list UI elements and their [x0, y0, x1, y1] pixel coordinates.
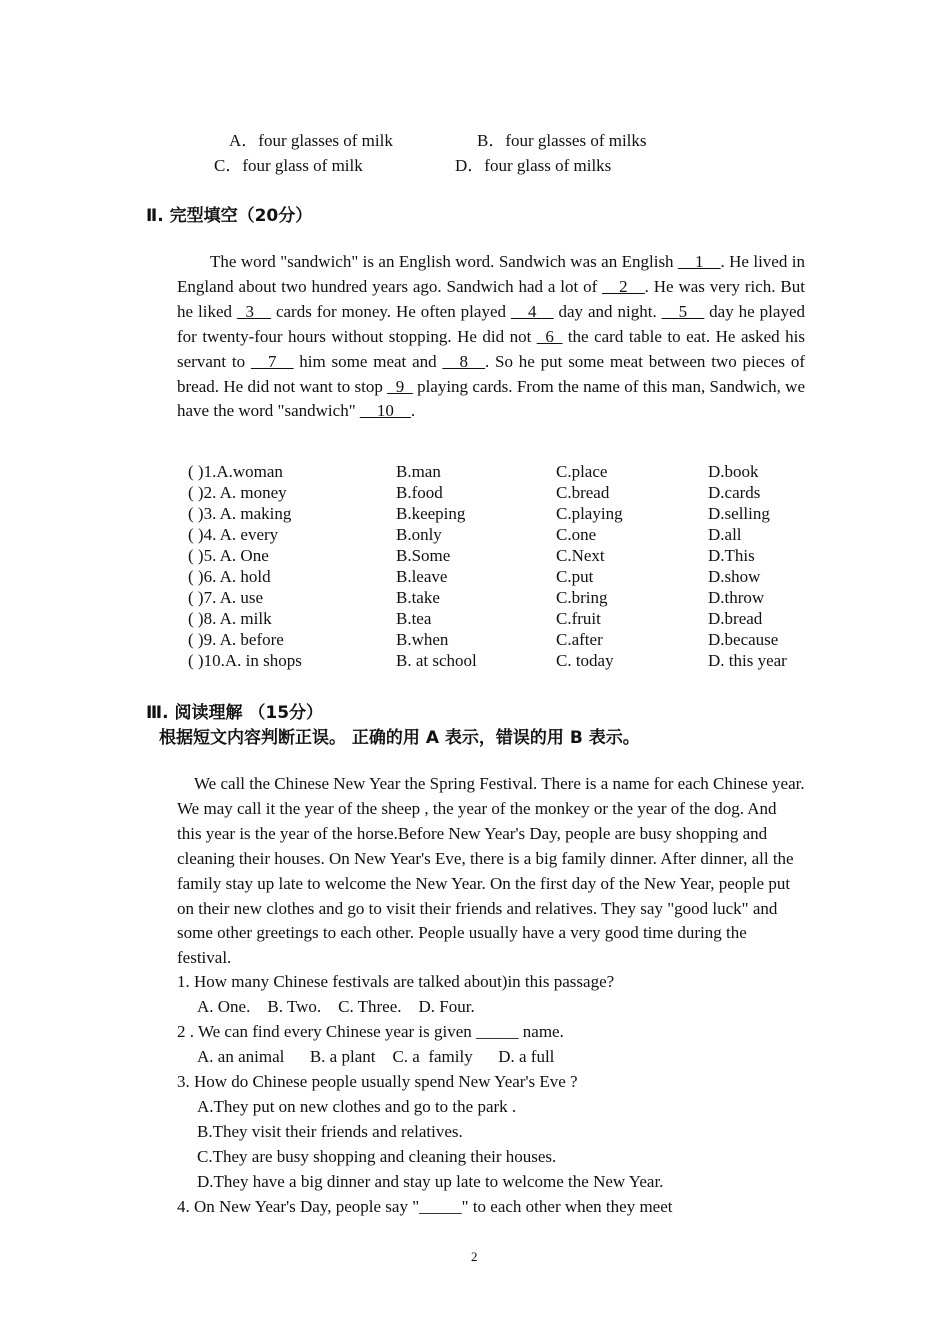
blank-9: _9_ — [387, 376, 413, 396]
choice-option-b: B.tea — [396, 609, 432, 628]
section-2-title: Ⅱ. 完型填空（20分） — [146, 206, 313, 226]
choice-option-d: D.This — [708, 546, 755, 565]
choice-option-d: D.bread — [708, 609, 763, 628]
passage-text: . He lived in England about two hundred years ago. Sandwich had a lot of — [177, 252, 805, 296]
choice-option-a: ( )4. A. every — [188, 525, 279, 544]
option-d — [455, 151, 611, 176]
passage-text: playing cards. From the name of this man, Sandwich, we have the word "sandwich" — [177, 376, 805, 421]
blank-5: __5__ — [661, 301, 705, 321]
choice-option-a: ( )6. A. hold — [188, 567, 271, 586]
choice-option-c: C.place — [556, 462, 608, 481]
choice-option-b: B.keeping — [396, 504, 466, 523]
choice-option-d: D.book — [708, 462, 759, 481]
choice-option-a: ( )7. A. use — [188, 588, 264, 607]
option-text: four glass of milks — [484, 156, 612, 175]
choice-option-d: D.throw — [708, 588, 765, 607]
option-text: four glasses of milk — [258, 131, 393, 150]
question-3-option-d: D.They have a big dinner and stay up late to welcome the New Year. — [197, 1172, 664, 1191]
question-3-option-a: A.They put on new clothes and go to the park . — [197, 1097, 517, 1116]
choice-option-c: C. today — [556, 651, 614, 670]
question-3-option-b: B.They visit their friends and relatives. — [197, 1122, 463, 1141]
choice-option-b: B.food — [396, 483, 443, 502]
choice-option-d: D.show — [708, 567, 761, 586]
choice-option-a: ( )5. A. One — [188, 546, 269, 565]
choice-option-c: C.bread — [556, 483, 610, 502]
cloze-passage — [177, 250, 805, 424]
blank-4: __4__ — [510, 301, 554, 321]
choice-option-d: D.all — [708, 525, 742, 544]
choice-option-a: ( )3. A. making — [188, 504, 292, 523]
passage-text: . He was very rich. But he liked — [177, 276, 805, 321]
option-c — [214, 151, 363, 176]
choice-option-b: B.leave — [396, 567, 448, 586]
blank-6: _6_ — [536, 326, 563, 346]
choice-option-a: ( )10.A. in shops — [188, 651, 302, 670]
blank-10: __10__ — [359, 401, 411, 421]
passage-text: day and night. — [553, 301, 662, 321]
option-letter: B． — [477, 131, 506, 150]
option-letter: A． — [229, 131, 259, 150]
choice-option-b: B.only — [396, 525, 442, 544]
choice-option-b: B.man — [396, 462, 441, 481]
choice-option-c: C.after — [556, 630, 603, 649]
blank-8: __8__ — [442, 351, 485, 371]
choice-option-a: ( )8. A. milk — [188, 609, 272, 628]
blank-2: __2__ — [602, 276, 645, 296]
choice-option-c: C.fruit — [556, 609, 601, 628]
choice-option-c: C.playing — [556, 504, 623, 523]
passage-text: The word "sandwich" is an English word. Sandwich was an English — [210, 252, 678, 271]
blank-3: _3__ — [236, 301, 271, 321]
choice-option-b: B.when — [396, 630, 449, 649]
section-3-instruction: 根据短文内容判断正误。 正确的用 A 表示，错误的用 B 表示。 — [159, 728, 640, 748]
choice-option-b: B.Some — [396, 546, 451, 565]
choice-option-a: ( )1.A.woman — [188, 462, 283, 481]
page-number: 2 — [471, 1249, 478, 1264]
reading-passage-text: We call the Chinese New Year the Spring Festival. There is a name for each Chinese year. We may call it the year of the sheep , the year of the monkey or the year of the dog. And this year is the year of the horse.Before New Year's Day, people are busy shopping and cleaning their houses. On New Year's Eve, there is a big family dinner. After dinner, all the family stay up late to welcome the New Year. On the first day of the New Year, people put on their new clothes and go to visit their friends and relatives. They say "good luck" and some other greetings to each other. People usually have a very good time during the festival. — [177, 774, 805, 968]
passage-text: . — [410, 401, 416, 421]
choice-option-c: C.bring — [556, 588, 608, 607]
choice-option-b: B. at school — [396, 651, 477, 670]
option-letter: C． — [214, 156, 243, 175]
question-3: 3. How do Chinese people usually spend New Year's Eve ? — [177, 1072, 578, 1091]
choice-option-d: D.cards — [708, 483, 761, 502]
option-letter: D． — [455, 156, 485, 175]
question-3-option-c: C.They are busy shopping and cleaning their houses. — [197, 1147, 557, 1166]
choice-option-c: C.Next — [556, 546, 605, 565]
option-text: four glass of milk — [242, 156, 363, 175]
passage-text: him some meat and — [293, 351, 443, 371]
question-1: 1. How many Chinese festivals are talked about)in this passage? — [177, 972, 615, 991]
choice-option-d: D.selling — [708, 504, 770, 523]
option-a — [229, 126, 393, 151]
choice-option-a: ( )2. A. money — [188, 483, 287, 502]
choice-option-c: C.put — [556, 567, 594, 586]
passage-text: day he played for twenty-four hours without stopping. He did not — [177, 301, 805, 346]
passage-text: cards for money. He often played — [270, 301, 511, 321]
question-4: 4. On New Year's Day, people say "_____" to each other when they meet — [177, 1197, 673, 1216]
reading-passage — [177, 772, 805, 971]
choice-option-b: B.take — [396, 588, 440, 607]
passage-text: the card table to eat. He asked his servant to — [177, 326, 805, 371]
option-b — [477, 126, 647, 151]
option-text: four glasses of milks — [505, 131, 647, 150]
question-2-options: A. an animal B. a plant C. a family D. a full — [197, 1047, 555, 1066]
choice-option-d: D.because — [708, 630, 779, 649]
blank-7: __7__ — [250, 351, 294, 371]
section-3-title: Ⅲ. 阅读理解 （15分） — [146, 703, 324, 723]
blank-1: __1__ — [677, 252, 721, 271]
choice-option-d: D. this year — [708, 651, 787, 670]
choice-option-c: C.one — [556, 525, 597, 544]
question-2: 2 . We can find every Chinese year is given _____ name. — [177, 1022, 564, 1041]
passage-text: . So he put some meat between two pieces of bread. He did not want to stop — [177, 351, 805, 396]
question-1-options: A. One. B. Two. C. Three. D. Four. — [197, 997, 475, 1016]
choice-option-a: ( )9. A. before — [188, 630, 284, 649]
